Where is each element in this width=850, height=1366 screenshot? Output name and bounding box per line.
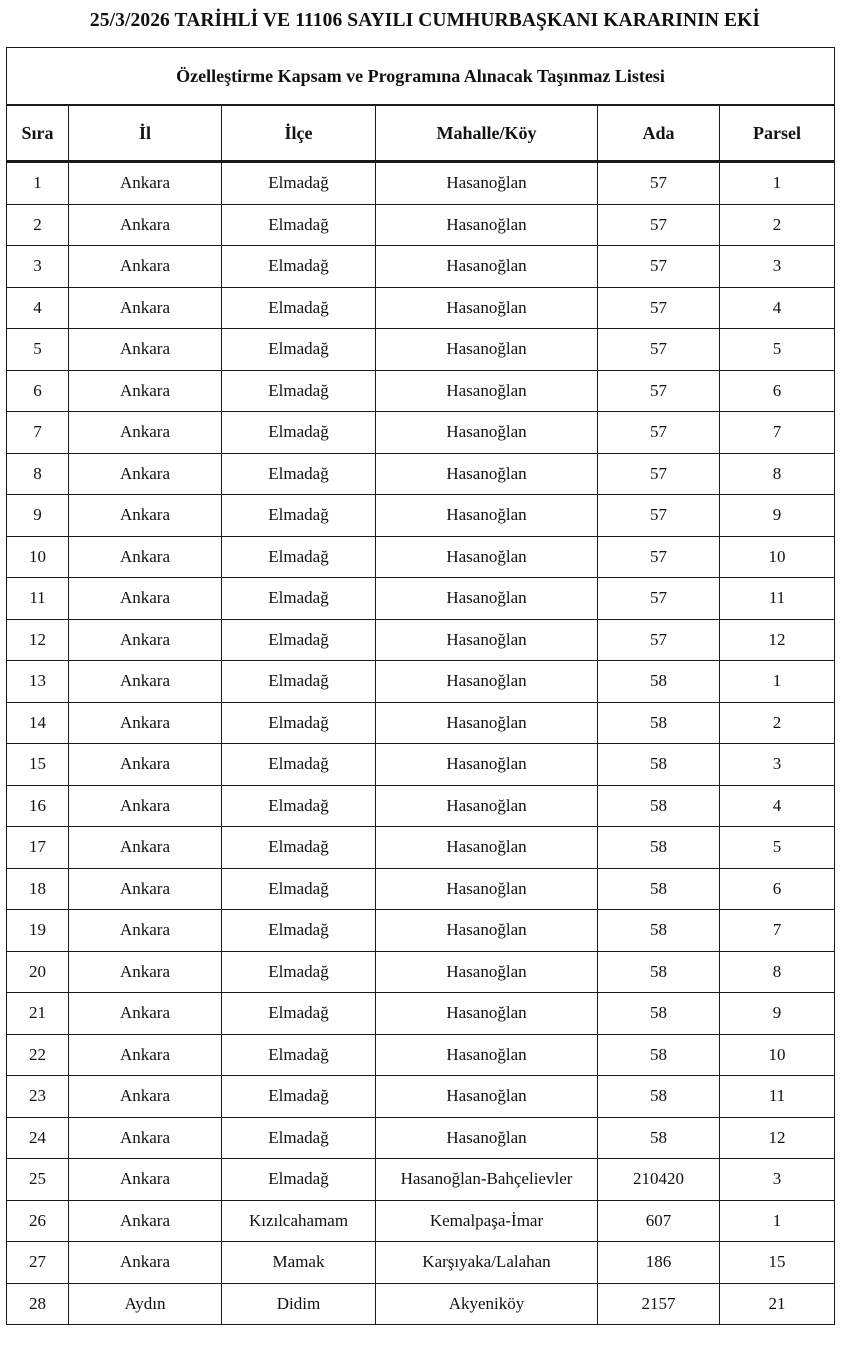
cell-sira: 20	[7, 951, 69, 993]
table-row	[7, 619, 835, 661]
cell-ilce: Elmadağ	[222, 204, 376, 246]
table-row	[7, 1242, 835, 1284]
cell-mahalle: Hasanoğlan	[376, 1076, 598, 1118]
cell-ada: 2157	[598, 1283, 720, 1325]
cell-parsel: 3	[720, 1159, 835, 1201]
cell-ada: 57	[598, 495, 720, 537]
cell-ilce: Elmadağ	[222, 370, 376, 412]
cell-parsel: 5	[720, 329, 835, 371]
cell-il: Ankara	[69, 1242, 222, 1284]
cell-il: Ankara	[69, 162, 222, 205]
cell-ilce: Didim	[222, 1283, 376, 1325]
table-row	[7, 1159, 835, 1201]
cell-sira: 13	[7, 661, 69, 703]
cell-ada: 58	[598, 1076, 720, 1118]
cell-il: Ankara	[69, 702, 222, 744]
cell-il: Ankara	[69, 1159, 222, 1201]
cell-ilce: Elmadağ	[222, 536, 376, 578]
cell-sira: 7	[7, 412, 69, 454]
document-title: 25/3/2026 TARİHLİ VE 11106 SAYILI CUMHURBAŞKANI KARARININ EKİ	[89, 10, 761, 31]
cell-mahalle: Hasanoğlan	[376, 578, 598, 620]
cell-ilce: Elmadağ	[222, 453, 376, 495]
cell-mahalle: Hasanoğlan	[376, 910, 598, 952]
cell-ilce: Elmadağ	[222, 246, 376, 288]
table-row	[7, 702, 835, 744]
cell-mahalle: Hasanoğlan	[376, 993, 598, 1035]
cell-mahalle: Hasanoğlan	[376, 453, 598, 495]
cell-parsel: 8	[720, 951, 835, 993]
cell-sira: 9	[7, 495, 69, 537]
cell-il: Ankara	[69, 204, 222, 246]
cell-parsel: 3	[720, 246, 835, 288]
table-row	[7, 951, 835, 993]
cell-ada: 58	[598, 951, 720, 993]
cell-sira: 22	[7, 1034, 69, 1076]
cell-il: Ankara	[69, 1034, 222, 1076]
cell-sira: 16	[7, 785, 69, 827]
cell-parsel: 6	[720, 370, 835, 412]
cell-mahalle: Hasanoğlan	[376, 785, 598, 827]
cell-il: Ankara	[69, 287, 222, 329]
cell-ilce: Elmadağ	[222, 910, 376, 952]
cell-il: Ankara	[69, 453, 222, 495]
cell-il: Ankara	[69, 661, 222, 703]
cell-sira: 18	[7, 868, 69, 910]
cell-ada: 57	[598, 370, 720, 412]
column-header-sira: Sıra	[7, 105, 69, 162]
cell-mahalle: Hasanoğlan	[376, 495, 598, 537]
table-row	[7, 412, 835, 454]
cell-ada: 57	[598, 204, 720, 246]
table-row	[7, 910, 835, 952]
cell-il: Ankara	[69, 1200, 222, 1242]
cell-ilce: Elmadağ	[222, 495, 376, 537]
cell-ada: 58	[598, 661, 720, 703]
cell-sira: 28	[7, 1283, 69, 1325]
table-row	[7, 536, 835, 578]
cell-sira: 25	[7, 1159, 69, 1201]
cell-ada: 58	[598, 744, 720, 786]
column-header-parsel: Parsel	[720, 105, 835, 162]
cell-mahalle: Hasanoğlan-Bahçelievler	[376, 1159, 598, 1201]
cell-parsel: 1	[720, 1200, 835, 1242]
cell-il: Ankara	[69, 910, 222, 952]
table-row	[7, 744, 835, 786]
table-row	[7, 329, 835, 371]
cell-parsel: 3	[720, 744, 835, 786]
cell-sira: 4	[7, 287, 69, 329]
cell-mahalle: Hasanoğlan	[376, 287, 598, 329]
cell-sira: 8	[7, 453, 69, 495]
table-row	[7, 204, 835, 246]
cell-il: Ankara	[69, 1117, 222, 1159]
cell-parsel: 10	[720, 536, 835, 578]
cell-sira: 3	[7, 246, 69, 288]
table-row	[7, 785, 835, 827]
table-row	[7, 827, 835, 869]
cell-ilce: Elmadağ	[222, 329, 376, 371]
cell-sira: 26	[7, 1200, 69, 1242]
cell-parsel: 4	[720, 287, 835, 329]
cell-ada: 57	[598, 453, 720, 495]
cell-sira: 12	[7, 619, 69, 661]
table-row	[7, 1200, 835, 1242]
table-body	[7, 162, 835, 1325]
cell-ilce: Elmadağ	[222, 412, 376, 454]
cell-ilce: Elmadağ	[222, 702, 376, 744]
cell-il: Ankara	[69, 993, 222, 1035]
property-list-table	[6, 47, 835, 1325]
cell-sira: 14	[7, 702, 69, 744]
table-row	[7, 495, 835, 537]
column-header-ada: Ada	[598, 105, 720, 162]
cell-parsel: 9	[720, 993, 835, 1035]
cell-il: Aydın	[69, 1283, 222, 1325]
table-row	[7, 993, 835, 1035]
cell-ada: 57	[598, 287, 720, 329]
table-caption-row	[7, 48, 835, 106]
table-row	[7, 246, 835, 288]
cell-ilce: Kızılcahamam	[222, 1200, 376, 1242]
table-row	[7, 1076, 835, 1118]
cell-ilce: Elmadağ	[222, 868, 376, 910]
cell-il: Ankara	[69, 536, 222, 578]
cell-parsel: 11	[720, 1076, 835, 1118]
cell-sira: 24	[7, 1117, 69, 1159]
cell-ada: 58	[598, 868, 720, 910]
cell-parsel: 15	[720, 1242, 835, 1284]
cell-ilce: Elmadağ	[222, 744, 376, 786]
cell-ilce: Elmadağ	[222, 785, 376, 827]
cell-parsel: 11	[720, 578, 835, 620]
cell-parsel: 2	[720, 702, 835, 744]
cell-il: Ankara	[69, 246, 222, 288]
cell-ada: 57	[598, 578, 720, 620]
cell-il: Ankara	[69, 578, 222, 620]
cell-ilce: Elmadağ	[222, 827, 376, 869]
cell-mahalle: Hasanoğlan	[376, 661, 598, 703]
cell-mahalle: Hasanoğlan	[376, 827, 598, 869]
cell-parsel: 2	[720, 204, 835, 246]
cell-ada: 58	[598, 1034, 720, 1076]
cell-ada: 57	[598, 619, 720, 661]
table-row	[7, 578, 835, 620]
cell-ilce: Elmadağ	[222, 1076, 376, 1118]
cell-mahalle: Hasanoğlan	[376, 619, 598, 661]
cell-il: Ankara	[69, 744, 222, 786]
cell-sira: 1	[7, 162, 69, 205]
cell-parsel: 7	[720, 910, 835, 952]
cell-ilce: Mamak	[222, 1242, 376, 1284]
cell-mahalle: Hasanoğlan	[376, 370, 598, 412]
cell-ada: 58	[598, 993, 720, 1035]
cell-parsel: 7	[720, 412, 835, 454]
cell-mahalle: Karşıyaka/Lalahan	[376, 1242, 598, 1284]
cell-ada: 58	[598, 785, 720, 827]
table-row	[7, 453, 835, 495]
cell-mahalle: Hasanoğlan	[376, 536, 598, 578]
cell-sira: 23	[7, 1076, 69, 1118]
table-row	[7, 162, 835, 205]
cell-ilce: Elmadağ	[222, 1159, 376, 1201]
cell-ilce: Elmadağ	[222, 951, 376, 993]
cell-il: Ankara	[69, 951, 222, 993]
cell-parsel: 4	[720, 785, 835, 827]
cell-ada: 57	[598, 162, 720, 205]
cell-il: Ankara	[69, 329, 222, 371]
cell-sira: 5	[7, 329, 69, 371]
cell-mahalle: Hasanoğlan	[376, 162, 598, 205]
cell-parsel: 1	[720, 162, 835, 205]
cell-ada: 58	[598, 827, 720, 869]
column-header-ilce: İlçe	[222, 105, 376, 162]
cell-il: Ankara	[69, 785, 222, 827]
cell-ada: 58	[598, 910, 720, 952]
cell-parsel: 6	[720, 868, 835, 910]
cell-ada: 57	[598, 536, 720, 578]
column-header-mahalle: Mahalle/Köy	[376, 105, 598, 162]
cell-il: Ankara	[69, 412, 222, 454]
cell-parsel: 5	[720, 827, 835, 869]
table-caption: Özelleştirme Kapsam ve Programına Alınacak Taşınmaz Listesi	[7, 48, 835, 106]
table-row	[7, 1117, 835, 1159]
cell-mahalle: Kemalpaşa-İmar	[376, 1200, 598, 1242]
cell-ada: 210420	[598, 1159, 720, 1201]
table-row	[7, 1283, 835, 1325]
cell-sira: 2	[7, 204, 69, 246]
cell-mahalle: Hasanoğlan	[376, 702, 598, 744]
cell-sira: 17	[7, 827, 69, 869]
cell-mahalle: Hasanoğlan	[376, 412, 598, 454]
column-header-il: İl	[69, 105, 222, 162]
cell-mahalle: Hasanoğlan	[376, 1034, 598, 1076]
cell-parsel: 21	[720, 1283, 835, 1325]
table-row	[7, 287, 835, 329]
cell-ada: 186	[598, 1242, 720, 1284]
cell-sira: 15	[7, 744, 69, 786]
cell-ada: 58	[598, 702, 720, 744]
cell-ilce: Elmadağ	[222, 993, 376, 1035]
cell-parsel: 12	[720, 619, 835, 661]
cell-ilce: Elmadağ	[222, 661, 376, 703]
cell-ilce: Elmadağ	[222, 162, 376, 205]
cell-mahalle: Hasanoğlan	[376, 329, 598, 371]
cell-mahalle: Hasanoğlan	[376, 951, 598, 993]
cell-mahalle: Hasanoğlan	[376, 1117, 598, 1159]
cell-sira: 21	[7, 993, 69, 1035]
cell-ilce: Elmadağ	[222, 1034, 376, 1076]
table-row	[7, 868, 835, 910]
cell-il: Ankara	[69, 495, 222, 537]
table-row	[7, 1034, 835, 1076]
cell-mahalle: Akyeniköy	[376, 1283, 598, 1325]
cell-ilce: Elmadağ	[222, 619, 376, 661]
cell-sira: 19	[7, 910, 69, 952]
cell-ilce: Elmadağ	[222, 578, 376, 620]
cell-ilce: Elmadağ	[222, 287, 376, 329]
cell-sira: 10	[7, 536, 69, 578]
table-row	[7, 370, 835, 412]
table-header-row	[7, 105, 835, 162]
cell-il: Ankara	[69, 1076, 222, 1118]
cell-ada: 57	[598, 246, 720, 288]
cell-mahalle: Hasanoğlan	[376, 246, 598, 288]
cell-ada: 57	[598, 412, 720, 454]
cell-ada: 57	[598, 329, 720, 371]
cell-il: Ankara	[69, 370, 222, 412]
cell-sira: 6	[7, 370, 69, 412]
cell-parsel: 9	[720, 495, 835, 537]
cell-mahalle: Hasanoğlan	[376, 868, 598, 910]
cell-mahalle: Hasanoğlan	[376, 744, 598, 786]
cell-il: Ankara	[69, 827, 222, 869]
table-row	[7, 661, 835, 703]
cell-parsel: 8	[720, 453, 835, 495]
cell-sira: 11	[7, 578, 69, 620]
cell-ilce: Elmadağ	[222, 1117, 376, 1159]
cell-parsel: 12	[720, 1117, 835, 1159]
cell-il: Ankara	[69, 619, 222, 661]
cell-sira: 27	[7, 1242, 69, 1284]
cell-il: Ankara	[69, 868, 222, 910]
cell-parsel: 10	[720, 1034, 835, 1076]
cell-ada: 607	[598, 1200, 720, 1242]
cell-ada: 58	[598, 1117, 720, 1159]
cell-mahalle: Hasanoğlan	[376, 204, 598, 246]
cell-parsel: 1	[720, 661, 835, 703]
